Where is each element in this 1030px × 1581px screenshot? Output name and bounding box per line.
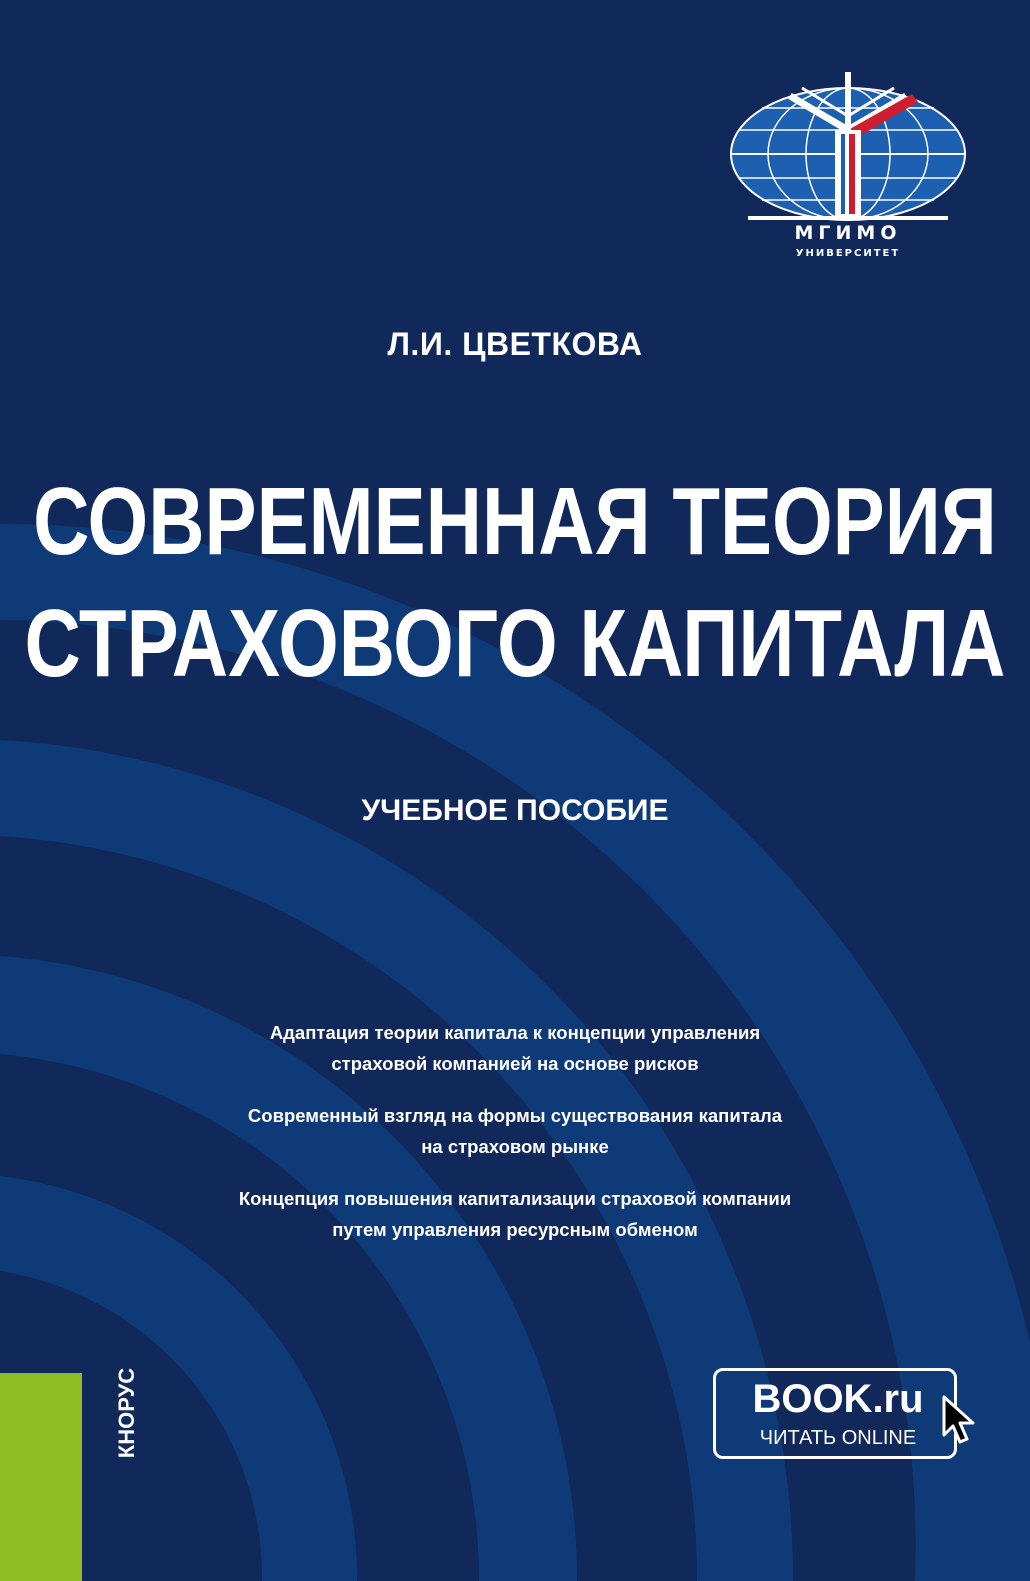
feature-line: путем управления ресурсным обменом (332, 1219, 698, 1240)
book-title-line-2: СТРАХОВОГО КАПИТАЛА (24, 589, 1006, 697)
author: Л.И. ЦВЕТКОВА (387, 326, 643, 362)
publisher-name: КНОРУС (114, 1367, 139, 1459)
book-title-line-1: СОВРЕМЕННАЯ ТЕОРИЯ (33, 467, 997, 575)
feature-item (0, 1017, 1030, 1079)
mgimo-logo (728, 68, 968, 268)
book-type: УЧЕБНОЕ ПОСОБИЕ (361, 794, 669, 827)
bookru-badge[interactable] (713, 1368, 957, 1459)
logo-name: МГИМО (794, 222, 902, 244)
feature-line: Адаптация теории капитала к концепции управления (269, 1022, 761, 1043)
bookru-brand: BOOK.ru (752, 1377, 924, 1421)
feature-item (0, 1100, 1030, 1162)
feature-line: Концепция повышения капитализации страховой компании (238, 1188, 792, 1209)
feature-line: на страховом рынке (421, 1136, 609, 1157)
mouse-cursor-icon (940, 1395, 980, 1451)
feature-list (0, 1017, 1030, 1266)
feature-line: страховой компанией на основе рисков (331, 1053, 699, 1074)
publisher-bar (0, 1373, 82, 1581)
feature-item (0, 1183, 1030, 1245)
logo-subname: УНИВЕРСИТЕТ (795, 248, 901, 259)
bookru-read-online: ЧИТАТЬ ONLINE (759, 1427, 917, 1449)
feature-line: Современный взгляд на формы существования капитала (247, 1105, 783, 1126)
